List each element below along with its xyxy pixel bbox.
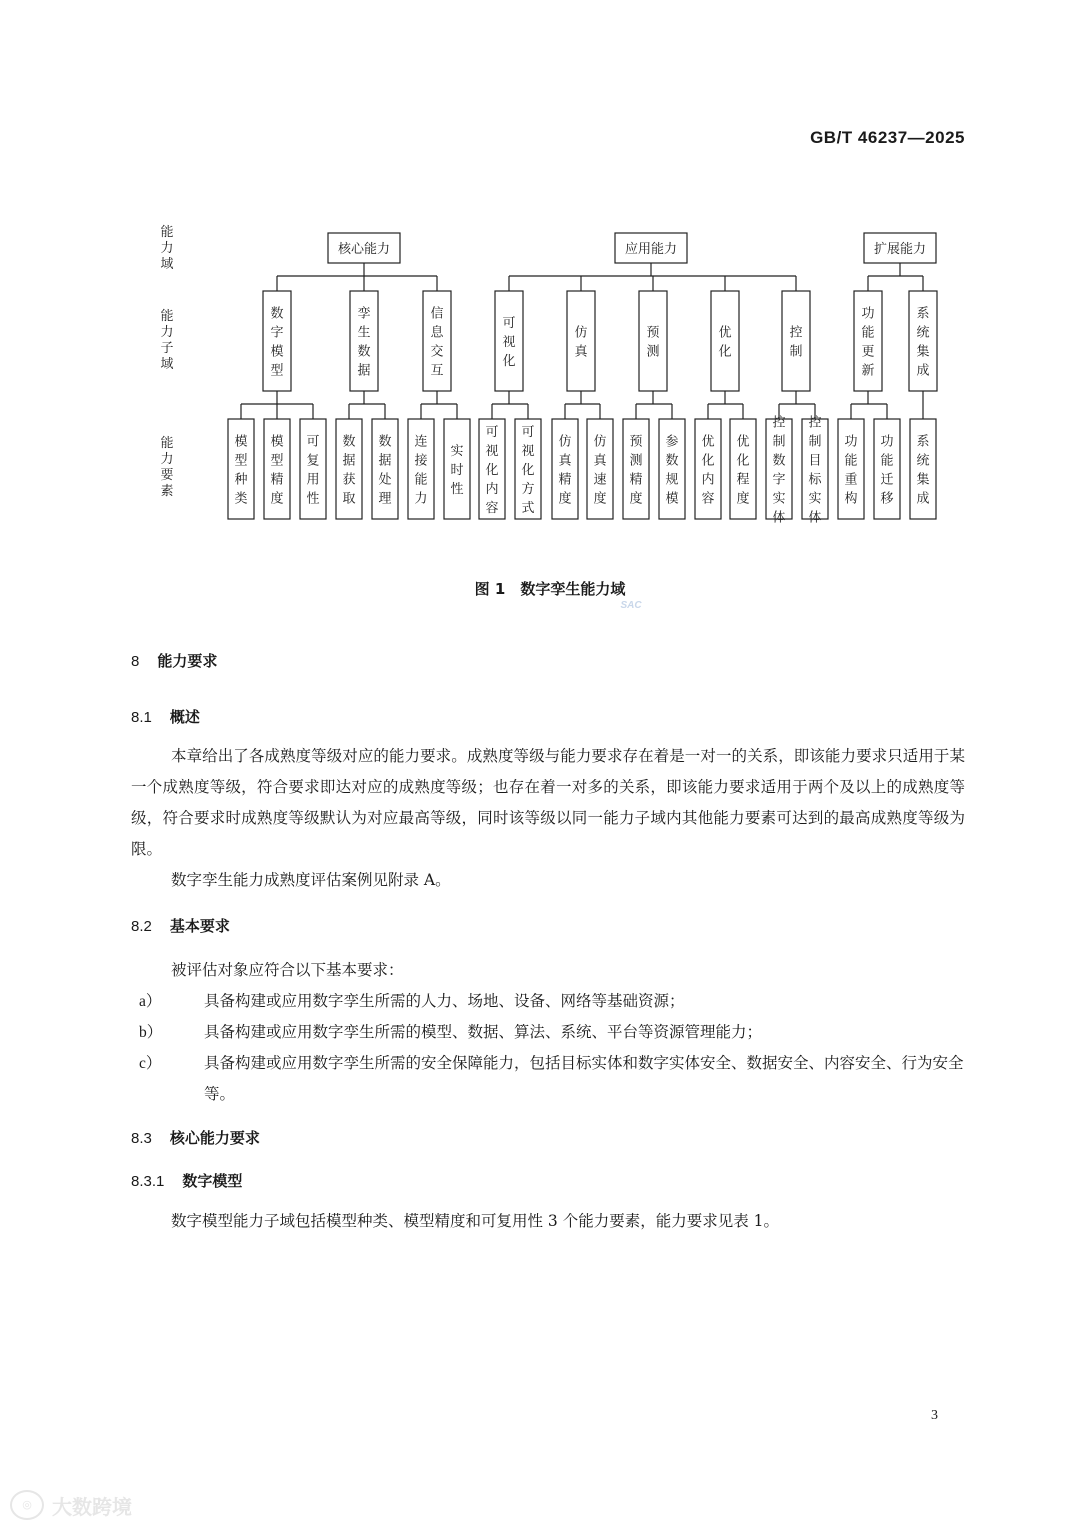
figure-caption: 图 1 数字孪生能力域	[474, 580, 626, 598]
overview-paragraph: 本章给出了各成熟度等级对应的能力要求。成熟度等级与能力要求存在着是一对一的关系，即该能力要求只适用于某一个成熟度等级，符合要求即达对应的成熟度等级；也存在着一对多的关系，即该能力要求适用于两个及以上的成熟度等级，符合要求时成熟度等级默认为对应最高等级，同时该等级以同一能力子域内其他能力要素可达到的最高成熟度等级为限。	[131, 747, 965, 858]
section-title: 概述	[169, 708, 200, 726]
list-item	[131, 986, 965, 1017]
section-8-3-1-heading	[131, 1170, 242, 1191]
subdomain-label: 信息交互	[430, 306, 444, 379]
element-label: 参数规模	[665, 434, 679, 507]
element-label: 模型种类	[234, 434, 248, 507]
watermark	[10, 1490, 132, 1520]
element-label: 预测精度	[629, 434, 643, 507]
element-label: 优化内容	[701, 434, 715, 507]
element-label: 仿真精度	[558, 434, 572, 507]
subdomain-label: 可视化	[502, 316, 516, 369]
standard-code: GB/T 46237—2025	[810, 128, 965, 147]
element-label: 优化程度	[736, 434, 750, 507]
list-text: 具备构建或应用数字孪生所需的安全保障能力，包括目标实体和数字实体安全、数据安全、内容安全、行为安全等。	[204, 1054, 964, 1103]
row-label-subdomain: 能力子域	[160, 309, 174, 372]
subdomain-box	[567, 291, 595, 391]
subdomain-label: 数字模型	[270, 306, 284, 379]
appendix-reference: 数字孪生能力成熟度评估案例见附录 A。	[171, 871, 451, 889]
list-marker: c）	[139, 1055, 162, 1072]
list-item	[131, 1017, 965, 1048]
domain-label: 扩展能力	[873, 242, 927, 257]
section-8-1-heading	[131, 706, 200, 727]
domain-label: 核心能力	[337, 242, 391, 257]
section-title: 数字模型	[182, 1172, 243, 1190]
subdomain-label: 优化	[718, 325, 732, 360]
list-text: 具备构建或应用数字孪生所需的模型、数据、算法、系统、平台等资源管理能力；	[204, 1023, 763, 1041]
section-8-2-heading	[131, 915, 230, 936]
page-number: 3	[931, 1408, 938, 1423]
element-label: 数据获取	[342, 434, 356, 507]
section-title: 能力要求	[157, 652, 218, 670]
section-number: 8.2	[131, 918, 152, 935]
element-label: 功能重构	[844, 434, 858, 507]
basic-requirements-intro: 被评估对象应符合以下基本要求：	[171, 961, 404, 979]
subdomain-label: 功能更新	[861, 306, 875, 379]
row-label-domain: 能力域	[160, 225, 174, 272]
subdomain-label: 控制	[789, 325, 803, 360]
list-marker: a）	[139, 993, 162, 1010]
digital-model-paragraph: 数字模型能力子域包括模型种类、模型精度和可复用性 3 个能力要素，能力要求见表 1。	[171, 1212, 780, 1230]
watermark-logo-icon: ◎	[10, 1490, 44, 1520]
row-label-element: 能力要素	[160, 436, 174, 499]
subdomain-label: 仿真	[574, 325, 588, 360]
element-label: 控制数字实体	[772, 415, 786, 526]
element-label: 可视化方式	[521, 425, 535, 516]
capability-domain-diagram	[0, 0, 1080, 560]
subdomain-box	[711, 291, 739, 391]
subdomain-box	[782, 291, 810, 391]
sac-logo-mark: SAC	[620, 600, 642, 611]
section-number: 8.3	[131, 1130, 152, 1147]
subdomain-label: 系统集成	[916, 306, 930, 379]
section-8-3-heading	[131, 1127, 260, 1148]
section-number: 8.1	[131, 709, 152, 726]
list-marker: b）	[139, 1024, 163, 1041]
element-label: 仿真速度	[593, 434, 607, 507]
section-number: 8.3.1	[131, 1173, 165, 1190]
element-label: 系统集成	[916, 434, 930, 507]
list-text: 具备构建或应用数字孪生所需的人力、场地、设备、网络等基础资源；	[204, 992, 685, 1010]
element-label: 控制目标实体	[808, 415, 822, 526]
section-title: 核心能力要求	[169, 1129, 260, 1147]
element-label: 连接能力	[414, 434, 428, 507]
section-number: 8	[131, 653, 140, 670]
list-item	[131, 1048, 965, 1110]
element-label: 实时性	[450, 444, 464, 497]
subdomain-box	[639, 291, 667, 391]
element-label: 模型精度	[270, 434, 284, 507]
element-label: 可视化内容	[485, 425, 499, 516]
subdomain-label: 预测	[646, 325, 660, 360]
watermark-text: 大数跨境	[52, 1494, 132, 1519]
element-label: 可复用性	[306, 434, 320, 507]
section-8-heading	[131, 650, 217, 671]
section-title: 基本要求	[169, 917, 230, 935]
domain-label: 应用能力	[624, 242, 678, 257]
element-label: 数据处理	[378, 434, 392, 507]
subdomain-label: 孪生数据	[357, 306, 371, 379]
element-label: 功能迁移	[880, 434, 894, 507]
